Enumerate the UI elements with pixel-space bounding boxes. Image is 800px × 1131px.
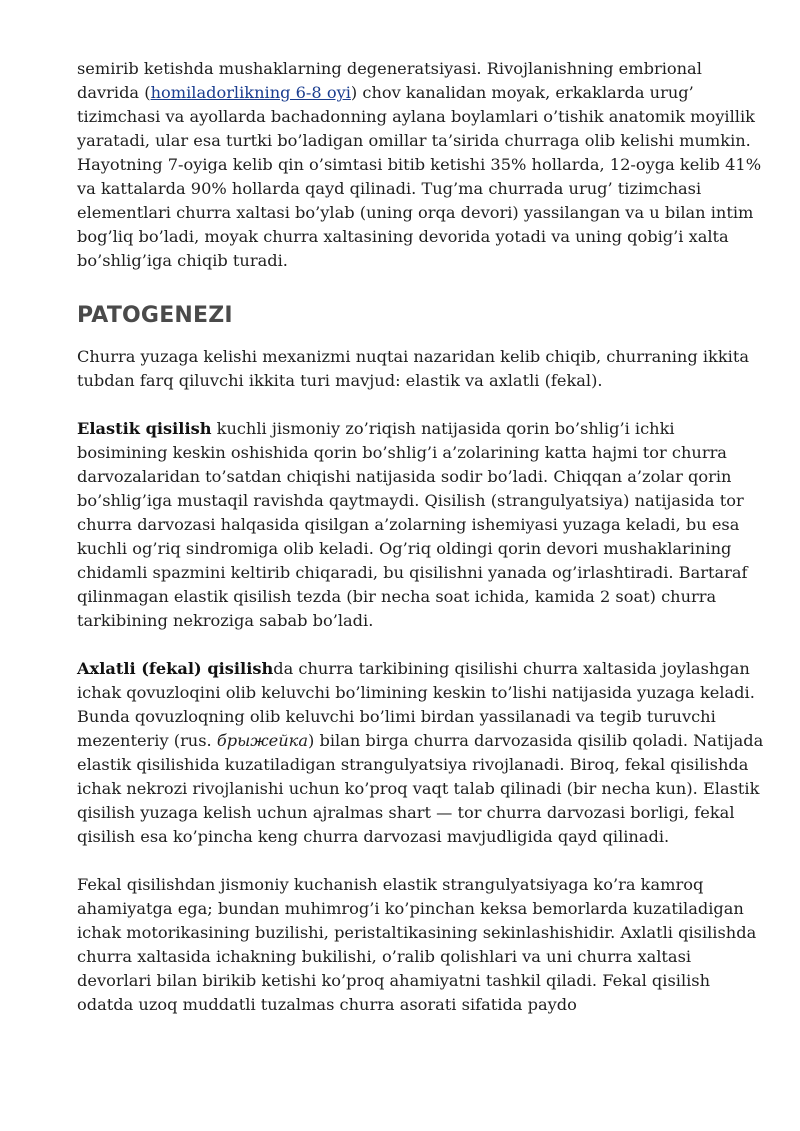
paragraph-fecal-factors: Fekal qisilishdan jismoniy kuchanish elastik strangulyatsiyaga ko’ra kamroq ahamiyatga ega; bundan muhimrog’i ko’pinchan keksa bemorlarda kuzatiladigan ichak motorikasining buzilishi, peristaltikasining sekinlashishidir. Axlatli qisilishda churra xaltasida ichakning bukilishi, o’ralib qolishlari va uni churra xaltasi devorlari bilan birikib ketishi ko’proq ahamiyatni tashkil qiladi. Fekal qisilish odatda uzoq muddatli tuzalmas churra asorati sifatida paydo (77, 875, 757, 1014)
intro-text-end: ) chov kanalidan moyak, erkaklarda urug’ tizimchasi va ayollarda bachadonning aylana boylamlari o’tishik anatomik moyillik yaratadi, ular esa turtki bo’ladigan omillar ta’sirida churraga olib kelishi mumkin. Hayotning 7-oyiga kelib qin o’simtasi bitib ketishi 35% hollarda, 12-oyga kelib 41% va kattalarda 90% hollarda qayd qilinadi. Tug’ma churrada urug’ tizimchasi elementlari churra xaltasi bo’ylab (uning orqa devori) yassilangan va u bilan intim bog’liq bo’ladi, moyak churra xaltasining devorida yotadi va uning qobig’i xalta bo’shlig’iga chiqib turadi. (77, 83, 762, 270)
document-page (77, 57, 767, 1017)
paragraph-fecal (77, 657, 767, 849)
elastic-term: Elastik qisilish (77, 419, 212, 438)
elastic-text: kuchli jismoniy zo’riqish natijasida qorin bo’shlig’i ichki bosimining keskin oshishida qorin bo’shlig’i a’zolarining katta hajmi tor churra darvozalaridan to’satdan chiqishi natijasida sodir bo’ladi. Chiqqan a’zolar qorin bo’shlig’iga mustaqil ravishda qaytmaydi. Qisilish (strangulyatsiya) natijasida tor churra darvozasi halqasida qisilgan a’zolarning ishemiyasi yuzaga keladi, bu esa kuchli og’riq sindromiga olib keladi. Og’riq oldingi qorin devori mushaklarining chidamli spazmini keltirib chiqaradi, bu qisilishni yanada og’irlashtiradi. Bartaraf qilinmagan elastik qisilish tezda (bir necha soat ichida, kamida 2 soat) churra tarkibining nekroziga sabab bo’ladi. (77, 419, 748, 630)
paragraph-mechanism: Churra yuzaga kelishi mexanizmi nuqtai nazaridan kelib chiqib, churraning ikkita tubdan farq qiluvchi ikkita turi mavjud: elastik va axlatli (fekal). (77, 347, 749, 390)
fecal-text-start: da churra tarkibining qisilishi churra xaltasida joylashgan ichak qovuzloqini olib keluvchi bo’limining keskin to’lishi natijasida yuzaga keladi. Bunda qovuzloqning olib keluvchi bo’limi birdan yassilanadi va tegib turuvchi mezenteriy (rus. (77, 659, 755, 750)
section-heading-patogenezi: PATOGENEZI (77, 303, 233, 328)
fecal-text-end: ) bilan birga churra darvozasida qisilib qoladi. Natijada elastik qisilishida kuzatiladigan strangulyatsiya rivojlanadi. Biroq, fekal qisilishda ichak nekrozi rivojlanishi uchun ko’proq vaqt talab qilinadi (bir necha kun). Elastik qisilish yuzaga kelish uchun ajralmas shart — tor churra darvozasi borligi, fekal qisilish esa ko’pincha keng churra darvozasi mavjudligida qayd qilinadi. (77, 731, 764, 846)
paragraph-intro (77, 57, 767, 273)
intro-text-start: semirib ketishda mushaklarning degeneratsiyasi. Rivojlanishning embrional davrida ( (77, 59, 702, 102)
russian-term: брыжейка (216, 731, 308, 750)
pregnancy-link[interactable]: homiladorlikning 6-8 oyi (150, 83, 351, 102)
paragraph-elastic (77, 417, 767, 633)
fecal-term: Axlatli (fekal) qisilish (77, 659, 274, 678)
